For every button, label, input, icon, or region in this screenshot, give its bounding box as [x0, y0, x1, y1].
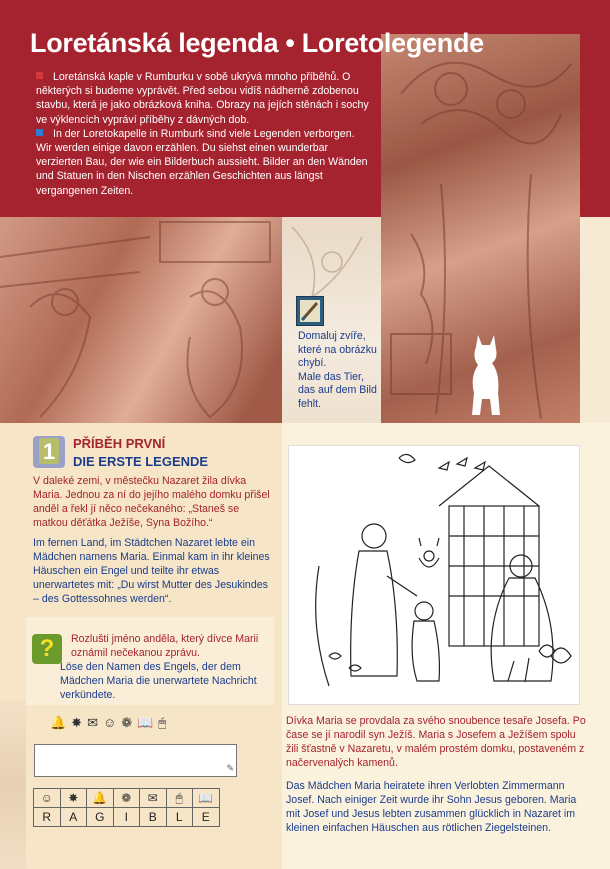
question-icon: ? — [32, 634, 62, 664]
coloring-picture[interactable] — [288, 445, 580, 705]
answer-field[interactable] — [34, 744, 237, 777]
key-symbol: 🔔 — [87, 789, 114, 808]
pencil-icon: ✎ — [226, 763, 234, 773]
story-number: 1 — [39, 438, 59, 464]
paint-task — [298, 330, 378, 412]
key-symbol: ☺ — [34, 789, 61, 808]
missing-cat-silhouette — [466, 333, 506, 418]
cipher-symbols: 🔔✸✉☺❁📖🖱 — [50, 715, 172, 730]
quiz-text-de: Löse den Namen des Engels, der dem Mädchen Maria die unerwartete Nachricht verkündete. — [60, 661, 257, 701]
paint-task-de: Male das Tier, das auf dem Bild fehlt. — [298, 370, 377, 410]
intro-text — [36, 70, 371, 198]
relief-photo-annunciation — [0, 217, 282, 423]
key-letter: A — [60, 808, 87, 827]
key-symbol: ✉ — [140, 789, 167, 808]
key-letter: R — [34, 808, 61, 827]
number-one-icon — [33, 436, 65, 468]
cipher-key-letters-row — [34, 808, 220, 827]
key-letter: G — [87, 808, 114, 827]
story-text-de: Im fernen Land, im Städtchen Nazaret lebte ein Mädchen namens Maria. Einmal kam in ihr kleines Häuschen ein Engel und teilte ihr etwas unerwartetes mit: „Du wirst Mutter des Jesukindes – des Gottessohnes werden“. — [33, 537, 270, 605]
key-symbol: ✸ — [60, 789, 87, 808]
key-letter: L — [166, 808, 193, 827]
story-heading-de: DIE ERSTE LEGENDE — [73, 454, 209, 469]
paint-task-cz: Domaluj zvíře, které na obrázku chybí. — [298, 330, 377, 370]
intro-de-paragraph — [36, 127, 371, 198]
story-text-cz: V daleké zemi, v městečku Nazaret žila dívka Maria. Jednou za ní do jejího malého domku přišel anděl a řekl jí něco nečekaného: „Staneš se matkou děťátka Ježíše, Syna Božího.“ — [33, 475, 270, 529]
intro-cz: Loretánská kaple v Rumburku v sobě ukrývá mnoho příběhů. O některých si budeme vyprávět. Před sebou vidíš nádherně zdobenou stavbu, která je jako obrázková kniha. Obrazy na jejích stěnách i sochy ve výklencích vypráví příběhy z dávných dob. — [36, 71, 369, 126]
closing-text-de: Das Mädchen Maria heiratete ihren Verlobten Zimmermann Josef. Nach einiger Zeit wurde ihr Sohn Jesus geboren. Maria mit Josef und Jesus lebten zusammen glücklich in Nazaret im kleinen einfachen Häuschen aus rötlichen Ziegelsteinen. — [286, 780, 577, 834]
key-letter: B — [140, 808, 167, 827]
quiz-text-cz: Rozlušti jméno anděla, který dívce Marii oznámil nečekanou zprávu. — [71, 633, 259, 659]
page-title: Loretánská legenda • Loretolegende — [30, 28, 484, 58]
cz-marker-icon — [36, 72, 43, 79]
story-heading-cz: PŘÍBĚH PRVNÍ — [73, 436, 166, 451]
closing-text-cz: Dívka Maria se provdala za svého snoubence tesaře Josefa. Po čase se jí narodil syn Ježíš. Maria s Josefem a Ježíšem spolu žili šťastně v Nazaretu, v malém prostém domku, postaveném z načervenalých kamenů. — [286, 715, 586, 769]
key-letter: E — [193, 808, 220, 827]
decorative-ornament — [0, 700, 26, 869]
intro-de: In der Loretokapelle in Rumburk sind viele Legenden verborgen. Wir werden einige davon erzählen. Du siehst einen wunderbar verzierten Bau, der wie ein Bilderbuch aussieht. Bilder an den Wänden und Statuen in den Nischen erzählen Geschichten aus längst vergangenen Zeiten. — [36, 127, 368, 197]
intro-cz-paragraph — [36, 70, 371, 127]
cipher-key-symbols-row — [34, 789, 220, 808]
paintbrush-icon — [296, 296, 324, 326]
key-symbol: 📖 — [193, 789, 220, 808]
de-marker-icon — [36, 129, 43, 136]
key-letter: I — [113, 808, 140, 827]
cipher-key-table — [33, 788, 220, 827]
key-symbol: ❁ — [113, 789, 140, 808]
key-symbol: 🖱 — [166, 789, 193, 808]
